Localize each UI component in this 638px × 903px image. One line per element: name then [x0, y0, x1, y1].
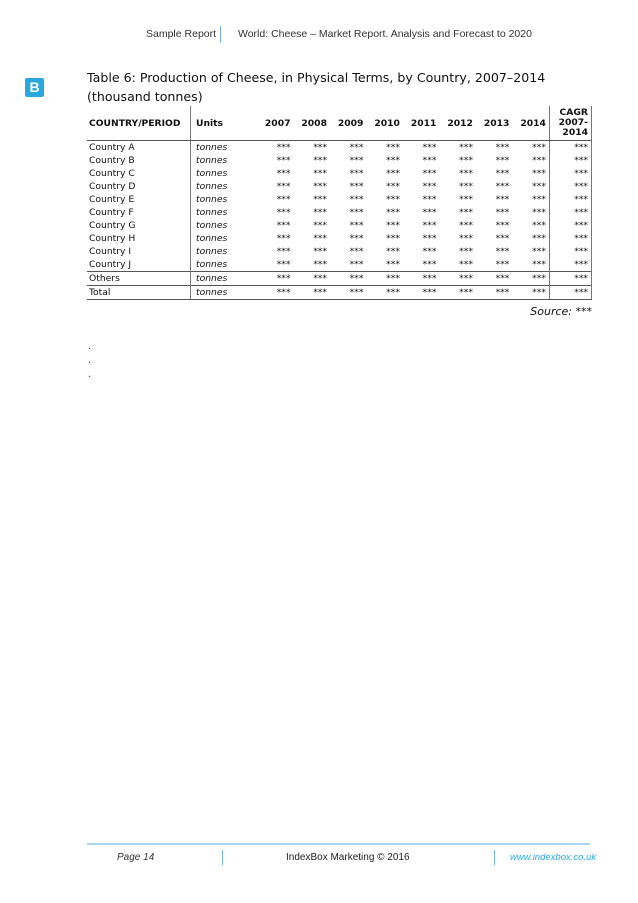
row-cagr: ***: [549, 154, 591, 167]
row-cagr: ***: [549, 232, 591, 245]
footer-website-link[interactable]: www.indexbox.co.uk: [510, 852, 597, 863]
row-cagr: ***: [549, 193, 591, 206]
table-header-row: [87, 106, 592, 141]
row-units: tonnes: [196, 246, 228, 257]
row-value: ***: [403, 286, 439, 300]
production-table: [87, 106, 592, 300]
row-value: ***: [330, 141, 366, 155]
row-value: ***: [512, 141, 549, 155]
footer-divider: [87, 843, 590, 845]
row-value: ***: [313, 194, 327, 205]
row-country: Country F: [87, 206, 191, 219]
table-body: [87, 141, 592, 300]
row-country: Others: [87, 272, 191, 286]
row-value: ***: [276, 155, 291, 166]
row-value: ***: [476, 141, 512, 155]
row-value: ***: [532, 246, 546, 257]
header-year: 2011: [403, 106, 439, 141]
row-value: ***: [512, 272, 549, 286]
row-value: ***: [276, 194, 291, 205]
header-year: 2008: [293, 106, 329, 141]
row-cagr: ***: [549, 180, 591, 193]
header-year: 2007: [257, 106, 293, 141]
header-units: Units: [191, 106, 258, 141]
header-year: 2012: [439, 106, 475, 141]
row-value: ***: [386, 181, 400, 192]
row-value: ***: [313, 246, 327, 257]
row-country: Country B: [87, 154, 191, 167]
row-value: ***: [276, 246, 291, 257]
row-units: tonnes: [196, 155, 228, 166]
table-row: [87, 180, 592, 193]
row-value: ***: [313, 233, 327, 244]
row-cagr: ***: [549, 286, 591, 300]
row-value: ***: [459, 194, 473, 205]
row-cagr: ***: [549, 245, 591, 258]
row-value: ***: [495, 246, 510, 257]
row-value: ***: [422, 194, 437, 205]
header-cagr: [549, 106, 591, 141]
row-value: ***: [349, 155, 364, 166]
row-value: ***: [532, 194, 546, 205]
row-units: tonnes: [191, 272, 258, 286]
table-row: [87, 219, 592, 232]
table-caption: [87, 68, 587, 106]
row-cagr: ***: [549, 141, 591, 155]
row-value: ***: [439, 141, 475, 155]
row-value: ***: [349, 220, 364, 231]
continuation-dots: [88, 340, 91, 382]
row-value: ***: [439, 272, 475, 286]
row-value: ***: [495, 233, 510, 244]
table-row: [87, 154, 592, 167]
continuation-dot: .: [88, 355, 92, 366]
row-country: Country A: [87, 141, 191, 155]
row-value: ***: [386, 246, 400, 257]
row-value: ***: [257, 286, 293, 300]
row-value: ***: [422, 155, 437, 166]
header-separator: [220, 26, 221, 43]
header-year: 2014: [512, 106, 549, 141]
row-value: ***: [349, 181, 364, 192]
row-value: ***: [422, 181, 437, 192]
row-value: ***: [459, 246, 473, 257]
row-value: ***: [476, 272, 512, 286]
footer-copyright: IndexBox Marketing © 2016: [286, 852, 410, 863]
row-value: ***: [495, 168, 510, 179]
header-cagr-line: CAGR: [559, 107, 588, 118]
page-header: [0, 28, 638, 44]
row-value: ***: [276, 207, 291, 218]
table-row: [87, 258, 592, 272]
row-value: ***: [422, 246, 437, 257]
row-value: ***: [422, 168, 437, 179]
row-value: ***: [532, 207, 546, 218]
row-value: ***: [366, 272, 402, 286]
header-report-title: World: Cheese – Market Report. Analysis and Forecast to 2020: [238, 28, 532, 40]
row-value: ***: [366, 286, 402, 300]
row-value: ***: [386, 207, 400, 218]
table-row: [87, 141, 592, 155]
header-country: COUNTRY/PERIOD: [87, 106, 191, 141]
row-value: ***: [386, 155, 400, 166]
header-year: 2009: [330, 106, 366, 141]
row-value: ***: [422, 207, 437, 218]
row-value: ***: [313, 181, 327, 192]
row-value: ***: [330, 272, 366, 286]
row-value: ***: [459, 181, 473, 192]
row-units: tonnes: [196, 194, 228, 205]
row-value: ***: [403, 272, 439, 286]
row-cagr: ***: [549, 258, 591, 272]
row-value: ***: [330, 286, 366, 300]
row-value: ***: [386, 168, 400, 179]
row-value: ***: [532, 168, 546, 179]
footer-separator: [222, 850, 223, 865]
row-value: ***: [276, 220, 291, 231]
indexbox-logo-icon: B: [25, 78, 44, 97]
row-units: tonnes: [191, 141, 258, 155]
row-value: ***: [386, 194, 400, 205]
page-number: Page 14: [117, 852, 155, 863]
row-value: ***: [293, 272, 329, 286]
row-country: Country D: [87, 180, 191, 193]
header-cagr-line: 2007-: [558, 117, 588, 128]
table-row: [87, 167, 592, 180]
row-value: ***: [313, 155, 327, 166]
row-cagr: ***: [549, 272, 591, 286]
table-title: Table 6: Production of Cheese, in Physical Terms, by Country, 2007–2014: [87, 70, 546, 85]
row-value: ***: [276, 259, 291, 270]
row-value: ***: [532, 155, 546, 166]
row-value: ***: [512, 286, 549, 300]
row-value: ***: [276, 168, 291, 179]
row-value: ***: [349, 168, 364, 179]
row-value: ***: [476, 286, 512, 300]
row-units: tonnes: [196, 168, 228, 179]
continuation-dot: .: [88, 341, 92, 352]
row-value: ***: [459, 207, 473, 218]
row-value: ***: [495, 259, 510, 270]
row-units: tonnes: [196, 207, 228, 218]
row-country: Country I: [87, 245, 191, 258]
table-subtitle: (thousand tonnes): [87, 89, 203, 104]
row-units: tonnes: [196, 233, 228, 244]
row-value: ***: [313, 207, 327, 218]
row-value: ***: [349, 233, 364, 244]
row-value: ***: [313, 259, 327, 270]
row-value: ***: [293, 141, 329, 155]
row-value: ***: [403, 141, 439, 155]
table-row: [87, 272, 592, 286]
footer-separator: [494, 850, 495, 865]
row-value: ***: [293, 286, 329, 300]
continuation-dot: .: [88, 369, 92, 380]
row-units: tonnes: [196, 259, 228, 270]
row-country: Country C: [87, 167, 191, 180]
row-value: ***: [349, 246, 364, 257]
row-value: ***: [439, 286, 475, 300]
row-value: ***: [257, 141, 293, 155]
row-value: ***: [459, 220, 473, 231]
row-country: Total: [87, 286, 191, 300]
row-country: Country J: [87, 258, 191, 272]
row-value: ***: [532, 233, 546, 244]
page-footer: [0, 852, 638, 866]
row-value: ***: [349, 207, 364, 218]
row-value: ***: [495, 194, 510, 205]
row-cagr: ***: [549, 167, 591, 180]
header-cagr-line: 2014: [562, 127, 588, 138]
row-units: tonnes: [196, 181, 228, 192]
table-row: [87, 232, 592, 245]
row-value: ***: [532, 181, 546, 192]
row-country: Country G: [87, 219, 191, 232]
row-value: ***: [386, 233, 400, 244]
header-year: 2013: [476, 106, 512, 141]
row-value: ***: [422, 220, 437, 231]
row-cagr: ***: [549, 219, 591, 232]
row-value: ***: [495, 155, 510, 166]
table-row: [87, 245, 592, 258]
row-value: ***: [349, 259, 364, 270]
row-value: ***: [495, 207, 510, 218]
row-value: ***: [495, 220, 510, 231]
row-value: ***: [349, 194, 364, 205]
row-value: ***: [459, 233, 473, 244]
row-value: ***: [386, 259, 400, 270]
row-value: ***: [386, 220, 400, 231]
row-value: ***: [532, 259, 546, 270]
row-value: ***: [366, 141, 402, 155]
row-cagr: ***: [549, 206, 591, 219]
row-value: ***: [532, 220, 546, 231]
row-value: ***: [459, 168, 473, 179]
row-country: Country H: [87, 232, 191, 245]
row-value: ***: [276, 181, 291, 192]
row-value: ***: [422, 233, 437, 244]
table-row: [87, 206, 592, 219]
row-country: Country E: [87, 193, 191, 206]
table-row: [87, 193, 592, 206]
row-value: ***: [422, 259, 437, 270]
row-units: tonnes: [196, 220, 228, 231]
row-value: ***: [495, 181, 510, 192]
header-year: 2010: [366, 106, 402, 141]
row-value: ***: [313, 168, 327, 179]
row-value: ***: [313, 220, 327, 231]
table-source: Source: ***: [530, 305, 592, 318]
table-row: [87, 286, 592, 300]
row-value: ***: [459, 155, 473, 166]
row-units: tonnes: [191, 286, 258, 300]
row-value: ***: [276, 233, 291, 244]
header-report-type: Sample Report: [146, 28, 217, 40]
row-value: ***: [257, 272, 293, 286]
row-value: ***: [459, 259, 473, 270]
